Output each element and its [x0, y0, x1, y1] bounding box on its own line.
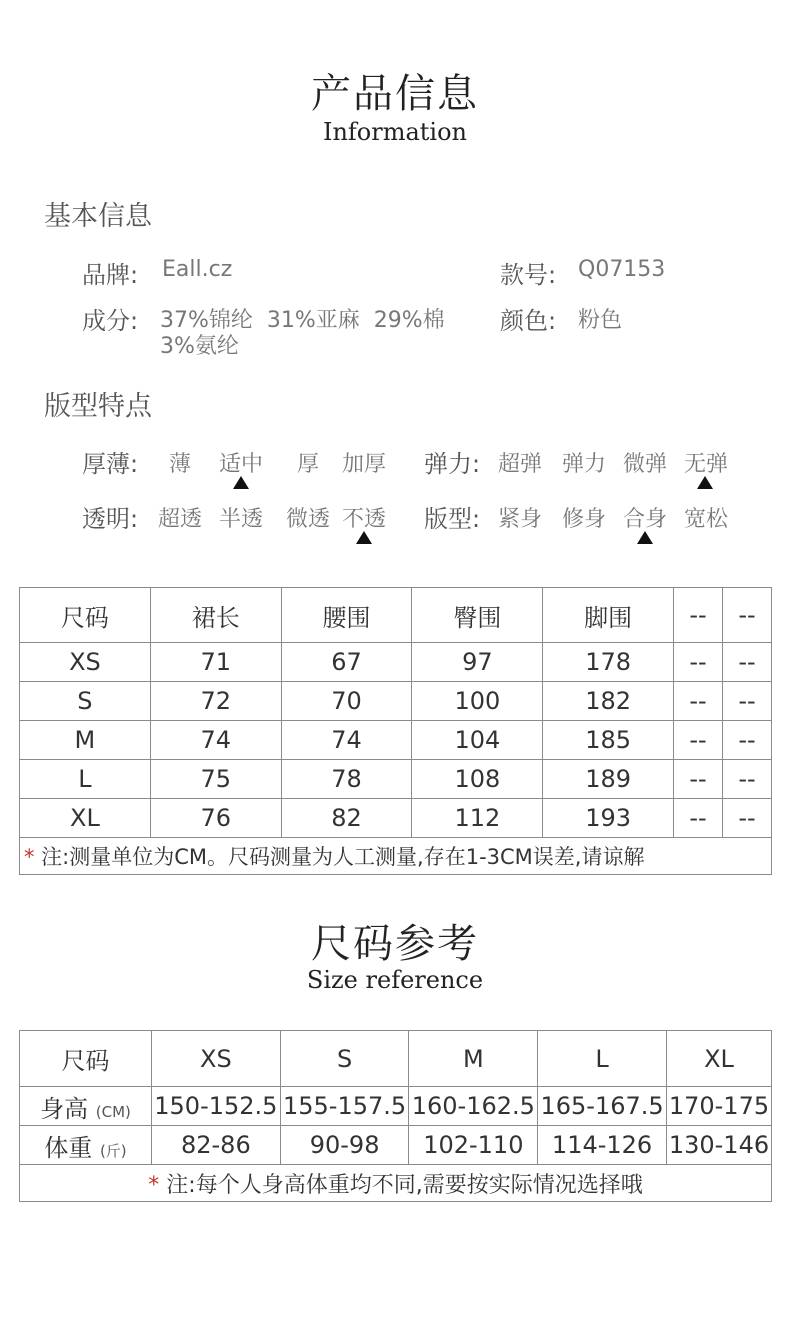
table-cell: --	[674, 721, 723, 760]
table-cell: 67	[281, 643, 412, 682]
shape-label: 版型:	[424, 505, 481, 533]
elasticity-selected-marker	[697, 476, 713, 489]
thickness-option-thick: 厚	[296, 452, 319, 477]
table-cell: 193	[543, 799, 674, 838]
thickness-label: 厚薄:	[82, 450, 139, 478]
table-row	[20, 643, 772, 682]
thickness-option-medium: 适中	[218, 452, 263, 477]
shape-option-loose: 宽松	[683, 507, 728, 532]
table-cell: --	[722, 682, 771, 721]
table-cell: 100	[412, 682, 543, 721]
table-cell: 90-98	[280, 1126, 409, 1165]
weight-label: 体重	[44, 1133, 93, 1162]
table-cell: XS	[20, 643, 151, 682]
size-table-header-row	[20, 588, 772, 643]
color-label: 颜色:	[500, 307, 557, 335]
table-row	[20, 799, 772, 838]
shape-option-slim: 修身	[561, 507, 606, 532]
table-cell: 150-152.5	[152, 1087, 281, 1126]
page-title: 产品信息	[311, 71, 479, 117]
table-cell: S	[20, 682, 151, 721]
table-cell: 182	[543, 682, 674, 721]
thickness-selected-marker	[233, 476, 249, 489]
note-text: 注:测量单位为CM。尺码测量为人工测量,存在1-3CM误差,请谅解	[34, 845, 645, 869]
table-cell: 178	[543, 643, 674, 682]
transparency-option-super: 超透	[157, 507, 202, 532]
table-cell: 112	[412, 799, 543, 838]
transparency-option-opaque: 不透	[341, 507, 386, 532]
weight-unit: (斤)	[99, 1141, 127, 1160]
table-cell: 155-157.5	[280, 1087, 409, 1126]
size-table	[19, 587, 772, 875]
table-cell: 165-167.5	[538, 1087, 667, 1126]
elasticity-option-slight: 微弹	[622, 452, 667, 477]
table-cell: --	[722, 799, 771, 838]
reference-header-m: M	[409, 1031, 538, 1087]
table-cell: 102-110	[409, 1126, 538, 1165]
basic-info-heading: 基本信息	[44, 201, 152, 232]
table-cell: 185	[543, 721, 674, 760]
style-number-value: Q07153	[578, 257, 666, 282]
table-cell: 114-126	[538, 1126, 667, 1165]
table-cell: 108	[412, 760, 543, 799]
table-cell: --	[722, 760, 771, 799]
reference-note-row	[20, 1165, 772, 1202]
table-row	[20, 721, 772, 760]
size-reference-title: 尺码参考	[311, 921, 479, 967]
size-table-note-row	[20, 838, 772, 875]
table-cell: --	[674, 760, 723, 799]
elasticity-option-none: 无弹	[683, 452, 728, 477]
table-cell: --	[674, 799, 723, 838]
table-cell: 82	[281, 799, 412, 838]
table-row	[20, 760, 772, 799]
table-cell: --	[722, 721, 771, 760]
table-cell: 74	[150, 721, 281, 760]
table-row	[20, 682, 772, 721]
table-cell: 74	[281, 721, 412, 760]
reference-header-row	[20, 1031, 772, 1087]
reference-header-s: S	[280, 1031, 409, 1087]
elasticity-option-super: 超弹	[497, 452, 542, 477]
table-cell: 72	[150, 682, 281, 721]
height-label: 身高	[40, 1094, 89, 1123]
brand-value: Eall.cz	[162, 257, 233, 282]
table-cell: 78	[281, 760, 412, 799]
note-text: 注:每个人身高体重均不同,需要按实际情况选择哦	[159, 1172, 643, 1198]
header-cell-hem: 脚围	[543, 588, 674, 643]
header-cell-empty: --	[722, 588, 771, 643]
table-cell: --	[722, 643, 771, 682]
table-cell: 82-86	[152, 1126, 281, 1165]
page-subtitle: Information	[322, 118, 468, 146]
shape-option-tight: 紧身	[497, 507, 542, 532]
table-cell: 70	[281, 682, 412, 721]
height-unit: (CM)	[95, 1102, 131, 1121]
material-label: 成分:	[82, 307, 139, 335]
reference-height-row	[20, 1087, 772, 1126]
header-cell-empty: --	[674, 588, 723, 643]
reference-header-l: L	[538, 1031, 667, 1087]
reference-weight-row	[20, 1126, 772, 1165]
table-cell: 76	[150, 799, 281, 838]
shape-selected-marker	[637, 531, 653, 544]
transparency-label: 透明:	[82, 505, 139, 533]
brand-label: 品牌:	[82, 261, 139, 289]
elasticity-option-stretch: 弹力	[561, 452, 606, 477]
table-cell: 189	[543, 760, 674, 799]
size-table-note	[20, 838, 772, 875]
table-cell: 104	[412, 721, 543, 760]
table-cell: 75	[150, 760, 281, 799]
table-cell: --	[674, 643, 723, 682]
transparency-option-semi: 半透	[218, 507, 263, 532]
transparency-option-slight: 微透	[285, 507, 330, 532]
elasticity-label: 弹力:	[424, 450, 481, 478]
reference-note	[20, 1165, 772, 1202]
header-cell-size: 尺码	[20, 588, 151, 643]
reference-header-xs: XS	[152, 1031, 281, 1087]
table-cell: 130-146	[666, 1126, 771, 1165]
header-cell-length: 裙长	[150, 588, 281, 643]
reference-header-xl: XL	[666, 1031, 771, 1087]
table-cell: --	[674, 682, 723, 721]
table-cell: M	[20, 721, 151, 760]
table-cell: 160-162.5	[409, 1087, 538, 1126]
thickness-option-extra-thick: 加厚	[341, 452, 386, 477]
reference-header-size: 尺码	[20, 1031, 152, 1087]
material-value-line1: 37%锦纶 31%亚麻 29%棉	[160, 308, 445, 333]
size-reference-subtitle: Size reference	[306, 966, 484, 994]
table-cell: L	[20, 760, 151, 799]
fit-features-heading: 版型特点	[44, 391, 152, 422]
color-value: 粉色	[578, 308, 623, 333]
table-cell: 71	[150, 643, 281, 682]
table-cell: XL	[20, 799, 151, 838]
shape-option-regular: 合身	[622, 507, 667, 532]
note-star: *	[24, 845, 35, 869]
table-cell: 97	[412, 643, 543, 682]
material-value-line2: 3%氨纶	[160, 334, 239, 359]
style-number-label: 款号:	[500, 261, 557, 289]
table-cell: 170-175	[666, 1087, 771, 1126]
thickness-option-thin: 薄	[168, 452, 191, 477]
note-star: *	[148, 1172, 160, 1198]
height-label-cell	[20, 1087, 152, 1126]
header-cell-waist: 腰围	[281, 588, 412, 643]
transparency-selected-marker	[356, 531, 372, 544]
size-reference-table	[19, 1030, 772, 1202]
weight-label-cell	[20, 1126, 152, 1165]
header-cell-hip: 臀围	[412, 588, 543, 643]
